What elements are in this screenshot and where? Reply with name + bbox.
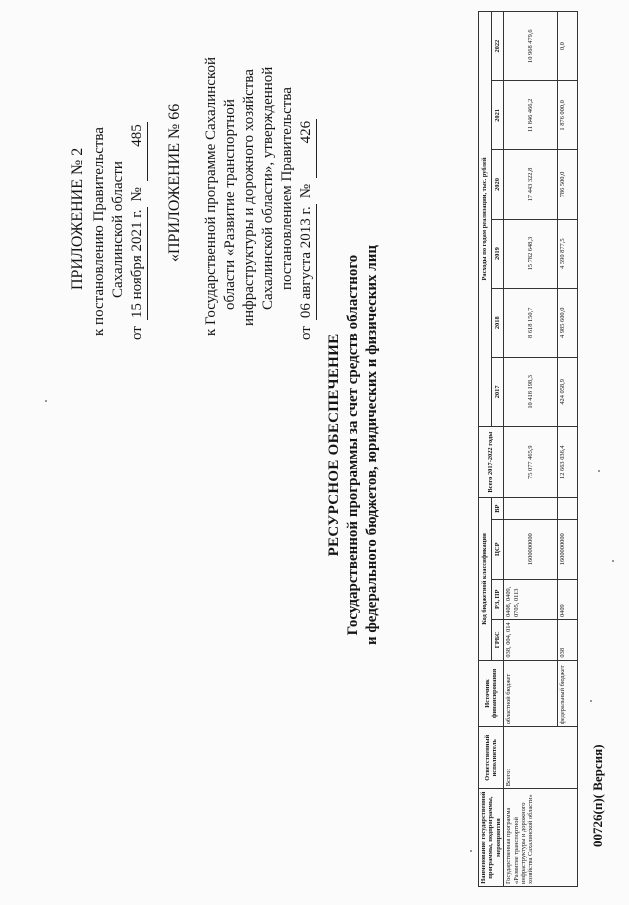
appendix-66-signature-line — [297, 35, 317, 340]
header-vr: ВР — [491, 498, 504, 520]
document-stamp: 00726(п)( Версия) — [590, 744, 605, 847]
document-title — [325, 145, 382, 745]
header-name: Наименование государственной программы, подпрограммы, мероприятия — [479, 789, 504, 887]
year-2019-cell: 4 590 877,5 — [558, 219, 578, 288]
csr-cell: 1600000000 — [558, 519, 578, 579]
header-total: Всего 2017-2022 годы — [479, 426, 504, 498]
year-2020-cell: 17 443 322,8 — [504, 150, 558, 219]
year-2017-cell: 10 418 198,3 — [504, 357, 558, 426]
appendix-66-line5: постановлением Правительства — [279, 87, 295, 290]
header-budget-code: Код бюджетной классификации — [479, 498, 492, 660]
appendix-66-from-label: от — [298, 326, 314, 340]
appendix-66-line4: Сахалинской области», утвержденной — [260, 66, 276, 310]
year-2019-cell: 15 782 648,3 — [504, 219, 558, 288]
header-year-2017: 2017 — [491, 357, 504, 426]
appendix-66-line1: к Государственной программе Сахалинской — [203, 56, 219, 336]
rz-pr-cell: 0409 — [558, 579, 578, 620]
appendix-66-number: 426 — [297, 119, 317, 178]
scan-speck — [45, 400, 47, 402]
header-year-2018: 2018 — [491, 288, 504, 357]
year-2018-cell: 8 618 150,7 — [504, 288, 558, 357]
appendix-2-from-label: от — [129, 326, 145, 340]
vr-cell — [558, 498, 578, 520]
header-year-2019: 2019 — [491, 219, 504, 288]
appendix-66-date: 06 августа 2013 г. — [297, 204, 317, 320]
header-year-2021: 2021 — [491, 81, 504, 150]
header-grbs: ГРБС — [491, 620, 504, 661]
total-cell: 12 663 036,4 — [558, 426, 578, 498]
grbs-cell: 038 — [558, 620, 578, 661]
header-year-2020: 2020 — [491, 150, 504, 219]
appendix-66-block — [165, 35, 317, 340]
scan-speck — [470, 850, 472, 852]
table-row — [504, 12, 558, 887]
total-cell: 75 077 465,9 — [504, 426, 558, 498]
header-source: Источник финансирования — [479, 660, 504, 727]
appendix-66-line2: области «Развитие транспортной — [222, 99, 238, 310]
grbs-cell: 038, 004, 014 — [504, 620, 558, 661]
executor-cell: Всего: — [504, 727, 578, 789]
csr-cell: 1600000000 — [504, 519, 558, 579]
source-cell: федеральный бюджет — [558, 660, 578, 727]
appendix-2-line2: Сахалинской области — [110, 161, 126, 298]
table-header-row-1 — [479, 12, 492, 887]
header-expenses: Расходы по годам реализации, тыс. рублей — [479, 12, 492, 427]
year-2017-cell: 424 058,9 — [558, 357, 578, 426]
year-2021-cell: 11 846 466,2 — [504, 81, 558, 150]
year-2022-cell: 10 968 479,6 — [504, 12, 558, 81]
document-title-line3: и федерального бюджетов, юридических и физических лиц — [364, 245, 380, 646]
appendix-66-title: «ПРИЛОЖЕНИЕ № 66 — [166, 103, 183, 262]
year-2018-cell: 4 985 600,0 — [558, 288, 578, 357]
header-executor: Ответственный исполнитель — [479, 727, 504, 789]
header-rz-pr: РЗ, ПР — [491, 579, 504, 620]
document-title-line1: РЕСУРСНОЕ ОБЕСПЕЧЕНИЕ — [326, 333, 342, 557]
appendix-2-title: ПРИЛОЖЕНИЕ № 2 — [69, 147, 86, 290]
appendix-2-details — [90, 35, 148, 340]
year-2022-cell: 0,0 — [558, 12, 578, 81]
appendix-66-line3: инфраструктуры и дорожного хозяйства — [241, 69, 257, 326]
header-year-2022: 2022 — [491, 12, 504, 81]
year-2021-cell: 1 876 000,0 — [558, 81, 578, 150]
vr-cell — [504, 498, 558, 520]
appendix-2-number: 485 — [128, 122, 148, 181]
scan-speck — [598, 470, 600, 472]
appendix-2-line1: к постановлению Правительства — [91, 127, 107, 336]
header-csr: ЦСР — [491, 519, 504, 579]
resource-table — [478, 11, 578, 887]
appendix-2-date: 15 ноября 2021 г. — [128, 208, 148, 321]
program-name-cell: Государственная программа «Развитие транспортной инфраструктуры и дорожного хозяйства Сахалинской области» — [504, 789, 578, 887]
year-2020-cell: 786 500,0 — [558, 150, 578, 219]
rz-pr-cell: 0408, 0409, 0705, 0113 — [504, 579, 558, 620]
document-title-line2: Государственной программы за счет средств областного — [345, 254, 361, 636]
source-cell: областной бюджет — [504, 660, 558, 727]
appendix-2-signature-line — [128, 35, 148, 340]
scan-speck — [612, 560, 614, 562]
scan-speck — [590, 700, 592, 702]
appendix-2-no-label: № — [129, 187, 145, 202]
appendix-66-no-label: № — [298, 183, 314, 199]
